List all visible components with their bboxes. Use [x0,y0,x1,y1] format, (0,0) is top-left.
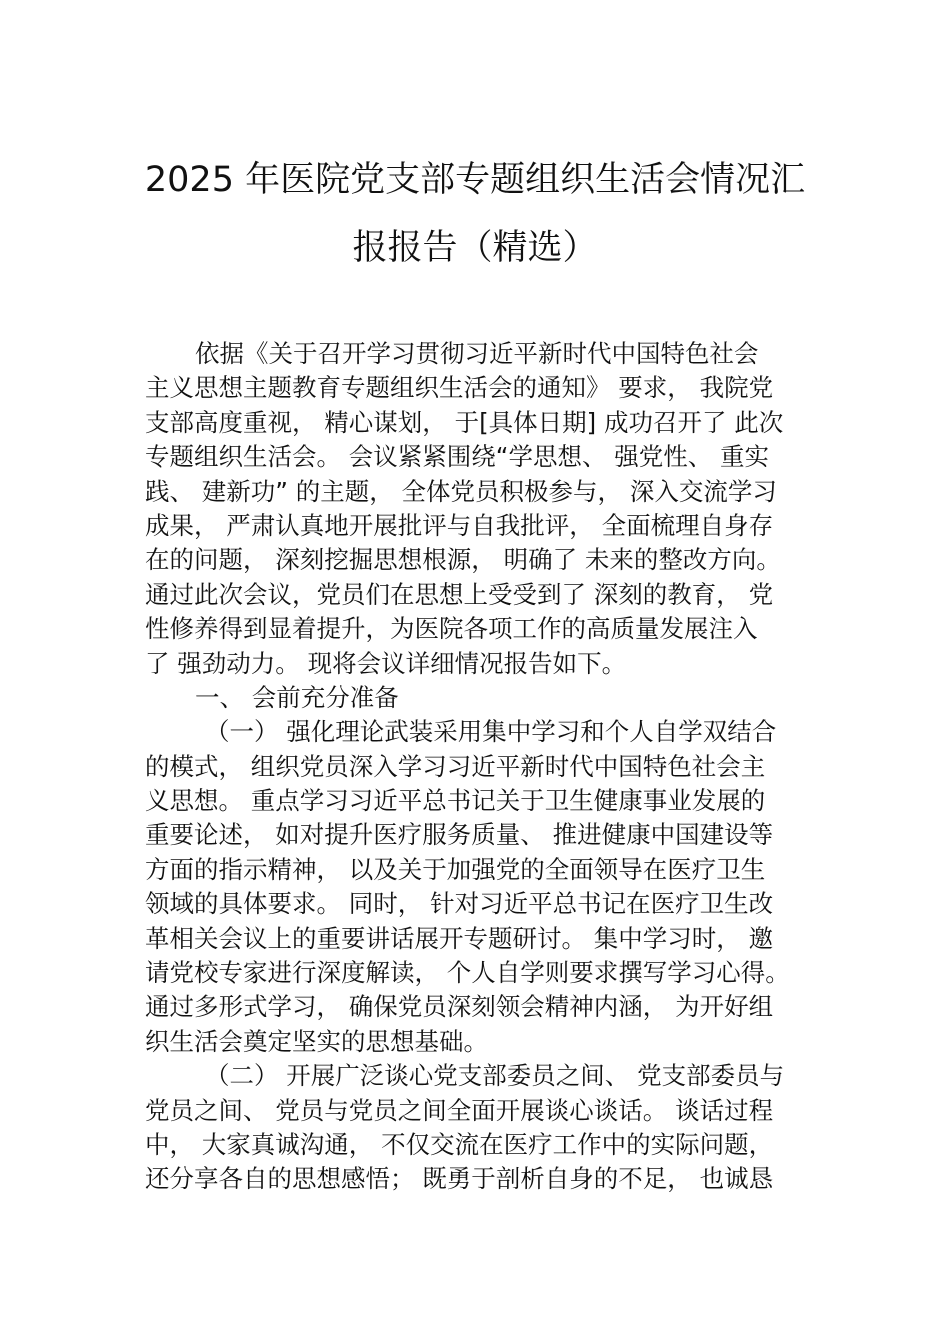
document-title-line-1: 2025 年医院党支部专题组织生活会情况汇 [144,160,806,200]
document-body [145,337,810,1197]
paragraph-line: 还分享各自的思想感悟； 既勇于剖析自身的不足， 也诚恳 [145,1164,774,1194]
paragraph-line: 重要论述， 如对提升医疗服务质量、 推进健康中国建设等 [145,820,774,850]
paragraph-line: 了 强劲动力。 现将会议详细情况报告如下。 [145,648,627,678]
paragraph-line: 专题组织生活会。 会议紧紧围绕“学思想、 强党性、 重实 [145,442,770,472]
subsection-line: （二） 开展广泛谈心党支部委员之间、 党支部委员与 [205,1061,785,1091]
paragraph-line: 的模式， 组织党员深入学习习近平新时代中国特色社会主 [145,751,766,781]
paragraph-line: 通过多形式学习， 确保党员深刻领会精神内涵， 为开好组 [145,992,774,1022]
paragraph-line: 革相关会议上的重要讲话展开专题研讨。 集中学习时， 邀 [145,923,774,953]
paragraph-line: 织生活会奠定坚实的思想基础。 [145,1026,488,1056]
paragraph-line: 中， 大家真诚沟通， 不仅交流在医疗工作中的实际问题， [145,1129,774,1159]
paragraph-line: 方面的指示精神， 以及关于加强党的全面领导在医疗卫生 [145,854,766,884]
paragraph-line: 领域的具体要求。 同时， 针对习近平总书记在医疗卫生改 [145,889,774,919]
document-title-line-2: 报报告（精选） [352,228,598,268]
paragraph-line: 性修养得到显着提升，为医院各项工作的高质量发展注入 [145,614,758,644]
paragraph-line: 践、 建新功” 的主题， 全体党员积极参与， 深入交流学习 [145,476,777,506]
paragraph-line: 通过此次会议，党员们在思想上受受到了 深刻的教育， 党 [145,579,774,609]
section-heading: 一、 会前充分准备 [195,682,399,712]
paragraph-line: 请党校专家进行深度解读， 个人自学则要求撰写学习心得。 [145,958,790,988]
paragraph-line: 成果， 严肃认真地开展批评与自我批评， 全面梳理自身存 [145,510,774,540]
paragraph-line: 在的问题， 深刻挖掘思想根源， 明确了 未来的整改方向。 [145,545,781,575]
paragraph-line: 义思想。 重点学习习近平总书记关于卫生健康事业发展的 [145,786,766,816]
paragraph-line: 依据《关于召开学习贯彻习近平新时代中国特色社会 [195,339,759,368]
paragraph-line: 支部高度重视， 精心谋划， 于[具体日期] 成功召开了 此次 [145,407,784,437]
paragraph-line: 主义思想主题教育专题组织生活会的通知》 要求， 我院党 [145,373,774,403]
subsection-line: （一） 强化理论武装采用集中学习和个人自学双结合 [205,717,777,747]
paragraph-line: 党员之间、 党员与党员之间全面开展谈心谈话。 谈话过程 [145,1095,774,1125]
